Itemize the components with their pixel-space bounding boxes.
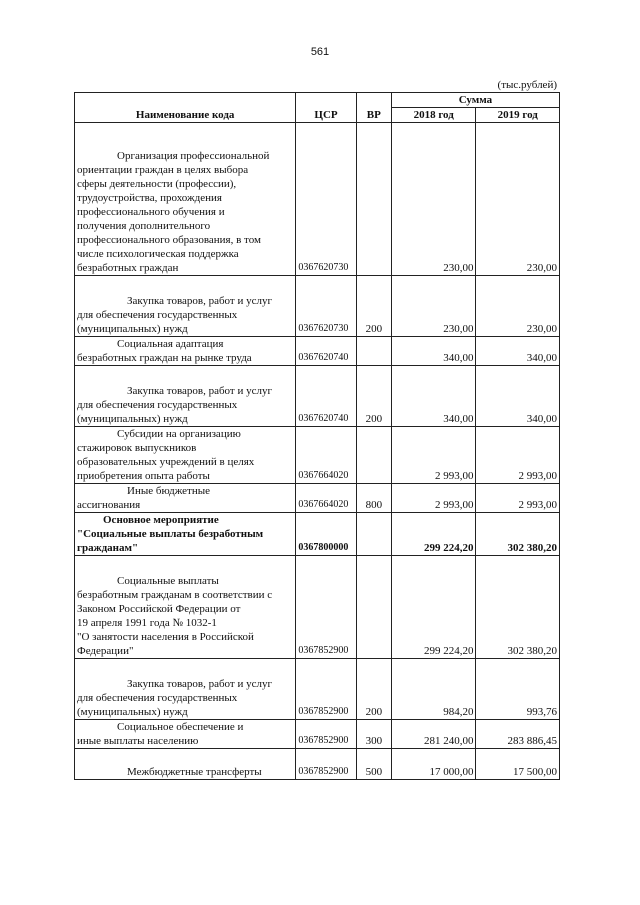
row-2019: 230,00 xyxy=(476,275,560,336)
name-line: для обеспечения государственных xyxy=(77,691,238,704)
row-csr: 0367852900 xyxy=(296,719,356,748)
name-line: Субсидии на организацию xyxy=(117,427,241,440)
table-row xyxy=(75,149,560,276)
row-2018: 340,00 xyxy=(391,336,476,365)
row-2018: 340,00 xyxy=(391,365,476,426)
row-2019: 302 380,20 xyxy=(476,555,560,658)
header-sum: Сумма xyxy=(391,93,559,108)
table-row xyxy=(75,336,560,365)
name-line: Социальные выплаты xyxy=(117,574,219,587)
name-line: получения дополнительного xyxy=(77,219,211,232)
row-2018: 2 993,00 xyxy=(391,426,476,483)
row-vr: 200 xyxy=(356,365,391,426)
table-row xyxy=(75,658,560,719)
row-csr: 0367620740 xyxy=(296,336,356,365)
row-2018: 230,00 xyxy=(391,275,476,336)
name-line: стажировок выпускников xyxy=(77,441,197,454)
row-2019: 17 500,00 xyxy=(476,748,560,779)
row-name xyxy=(75,483,296,512)
row-2018: 2 993,00 xyxy=(391,483,476,512)
name-line: Закупка товаров, работ и услуг xyxy=(127,294,272,307)
row-csr: 0367800000 xyxy=(296,512,356,555)
row-2019: 993,76 xyxy=(476,658,560,719)
row-2019: 2 993,00 xyxy=(476,426,560,483)
row-vr: 200 xyxy=(356,658,391,719)
header-vr: ВР xyxy=(356,93,391,123)
row-csr: 0367664020 xyxy=(296,426,356,483)
name-line: трудоустройства, прохождения xyxy=(77,191,222,204)
row-name xyxy=(75,275,296,336)
name-line: для обеспечения государственных xyxy=(77,398,238,411)
name-line: Закупка товаров, работ и услуг xyxy=(127,677,272,690)
table-row xyxy=(75,426,560,483)
name-line: "О занятости населения в Российской xyxy=(77,630,254,643)
header-name: Наименование кода xyxy=(75,93,296,123)
name-line: образовательных учреждений в целях xyxy=(77,455,255,468)
row-csr: 0367620740 xyxy=(296,365,356,426)
table-row xyxy=(75,748,560,779)
name-line: безработным гражданам в соответствии с xyxy=(77,588,273,601)
name-line: (муниципальных) нужд xyxy=(77,322,188,335)
table-row xyxy=(75,483,560,512)
row-name xyxy=(75,658,296,719)
name-line: безработных граждан xyxy=(77,261,179,274)
row-csr: 0367664020 xyxy=(296,483,356,512)
header-csr: ЦСР xyxy=(296,93,356,123)
row-vr: 800 xyxy=(356,483,391,512)
name-line: сферы деятельности (профессии), xyxy=(77,177,237,190)
row-vr xyxy=(356,149,391,276)
row-2019: 230,00 xyxy=(476,149,560,276)
name-line: Основное мероприятие xyxy=(103,513,219,526)
budget-table xyxy=(74,92,560,780)
name-line: безработных граждан на рынке труда xyxy=(77,351,252,364)
header-year-2018: 2018 год xyxy=(391,108,476,123)
row-2019: 302 380,20 xyxy=(476,512,560,555)
name-line: гражданам" xyxy=(77,541,139,554)
table-row xyxy=(75,275,560,336)
name-line: 19 апреля 1991 года № 1032-1 xyxy=(77,616,217,629)
table-row xyxy=(75,555,560,658)
table-row xyxy=(75,719,560,748)
row-name xyxy=(75,719,296,748)
name-line: для обеспечения государственных xyxy=(77,308,238,321)
name-line: иные выплаты населению xyxy=(77,734,199,747)
row-2019: 283 886,45 xyxy=(476,719,560,748)
row-vr xyxy=(356,512,391,555)
row-2019: 340,00 xyxy=(476,336,560,365)
name-line: профессионального образования, в том xyxy=(77,233,261,246)
row-2018: 299 224,20 xyxy=(391,512,476,555)
name-line: Межбюджетные трансферты xyxy=(127,765,262,778)
row-csr: 0367620730 xyxy=(296,275,356,336)
row-vr xyxy=(356,555,391,658)
row-name xyxy=(75,149,296,276)
name-line: приобретения опыта работы xyxy=(77,469,210,482)
name-line: Социальная адаптация xyxy=(117,337,224,350)
name-line: Социальное обеспечение и xyxy=(117,720,244,733)
name-line: Иные бюджетные xyxy=(127,484,211,497)
row-vr: 300 xyxy=(356,719,391,748)
row-csr: 0367852900 xyxy=(296,748,356,779)
row-2018: 17 000,00 xyxy=(391,748,476,779)
table-row xyxy=(75,365,560,426)
name-line: Организация профессиональной xyxy=(117,149,270,162)
row-vr xyxy=(356,336,391,365)
row-2019: 2 993,00 xyxy=(476,483,560,512)
row-2019: 340,00 xyxy=(476,365,560,426)
row-name xyxy=(75,512,296,555)
name-line: ассигнования xyxy=(77,498,141,511)
row-vr: 500 xyxy=(356,748,391,779)
name-line: "Социальные выплаты безработным xyxy=(77,527,264,540)
name-line: профессионального обучения и xyxy=(77,205,225,218)
row-name xyxy=(75,426,296,483)
row-2018: 230,00 xyxy=(391,149,476,276)
header-year-2019: 2019 год xyxy=(476,108,560,123)
row-csr: 0367852900 xyxy=(296,555,356,658)
row-csr: 0367852900 xyxy=(296,658,356,719)
row-name xyxy=(75,365,296,426)
row-vr xyxy=(356,426,391,483)
name-line: Федерации" xyxy=(77,644,134,657)
row-vr: 200 xyxy=(356,275,391,336)
row-2018: 281 240,00 xyxy=(391,719,476,748)
row-csr: 0367620730 xyxy=(296,149,356,276)
row-2018: 984,20 xyxy=(391,658,476,719)
row-2018: 299 224,20 xyxy=(391,555,476,658)
unit-note: (тыс.рублей) xyxy=(497,79,557,91)
row-name xyxy=(75,336,296,365)
name-line: Закупка товаров, работ и услуг xyxy=(127,384,272,397)
name-line: числе психологическая поддержка xyxy=(77,247,239,260)
table-row xyxy=(75,512,560,555)
name-line: Законом Российской Федерации от xyxy=(77,602,241,615)
row-name xyxy=(75,748,296,779)
name-line: (муниципальных) нужд xyxy=(77,705,188,718)
name-line: ориентации граждан в целях выбора xyxy=(77,163,249,176)
name-line: (муниципальных) нужд xyxy=(77,412,188,425)
page-number: 561 xyxy=(310,46,330,58)
row-name xyxy=(75,555,296,658)
